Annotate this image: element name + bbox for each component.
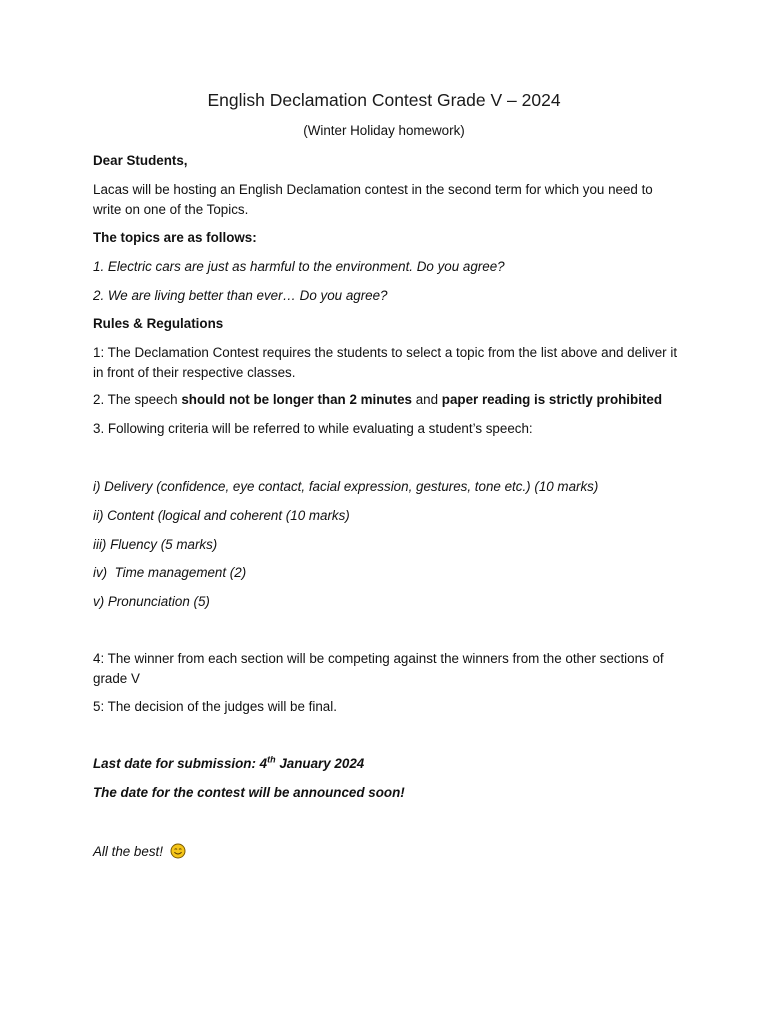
rule-2-prohibition: paper reading is strictly prohibited: [441, 392, 663, 407]
rule-1: 1: The Declamation Contest requires the students to select a topic from the list above and deliver it in front of their respective classes.: [93, 345, 678, 380]
rule-4: 4: The winner from each section will be competing against the winners from the other sections of grade V: [93, 651, 664, 686]
criteria-item: ii) Content (logical and coherent (10 marks): [93, 508, 350, 523]
topics-heading: The topics are as follows:: [93, 230, 257, 245]
intro-paragraph: Lacas will be hosting an English Declamation contest in the second term for which you need to write on one of the Topics.: [93, 182, 653, 217]
rule-2-middle: and: [411, 392, 442, 407]
criteria-item: v) Pronunciation (5): [93, 594, 210, 609]
closing-line: [93, 842, 683, 862]
document-title: English Declamation Contest Grade V – 2024: [207, 90, 561, 110]
document-subtitle: (Winter Holiday homework): [303, 123, 465, 138]
rule-2: [93, 390, 693, 410]
rule-3: 3. Following criteria will be referred to while evaluating a student’s speech:: [93, 421, 533, 436]
deadline-prefix: Last date for submission: 4: [93, 756, 268, 771]
salutation: Dear Students,: [93, 153, 188, 168]
deadline-ordinal: th: [267, 754, 276, 765]
rules-heading: Rules & Regulations: [93, 316, 224, 331]
rule-5: 5: The decision of the judges will be final.: [93, 699, 337, 714]
rule-2-time-limit: should not be longer than 2 minutes: [181, 392, 412, 407]
smiley-face-icon: [170, 843, 186, 859]
criteria-item: iii) Fluency (5 marks): [93, 537, 218, 552]
topic-item: 2. We are living better than ever… Do you agree?: [93, 288, 388, 303]
submission-deadline: [93, 754, 683, 774]
rule-2-prefix: 2. The speech: [93, 392, 182, 407]
topic-item: 1. Electric cars are just as harmful to the environment. Do you agree?: [93, 259, 505, 274]
criteria-item: i) Delivery (confidence, eye contact, facial expression, gestures, tone etc.) (10 marks): [93, 479, 599, 494]
contest-announcement: The date for the contest will be announced soon!: [93, 785, 405, 800]
criteria-item: iv) Time management (2): [93, 565, 247, 580]
deadline-suffix: January 2024: [275, 756, 365, 771]
closing-text: All the best!: [93, 844, 163, 859]
